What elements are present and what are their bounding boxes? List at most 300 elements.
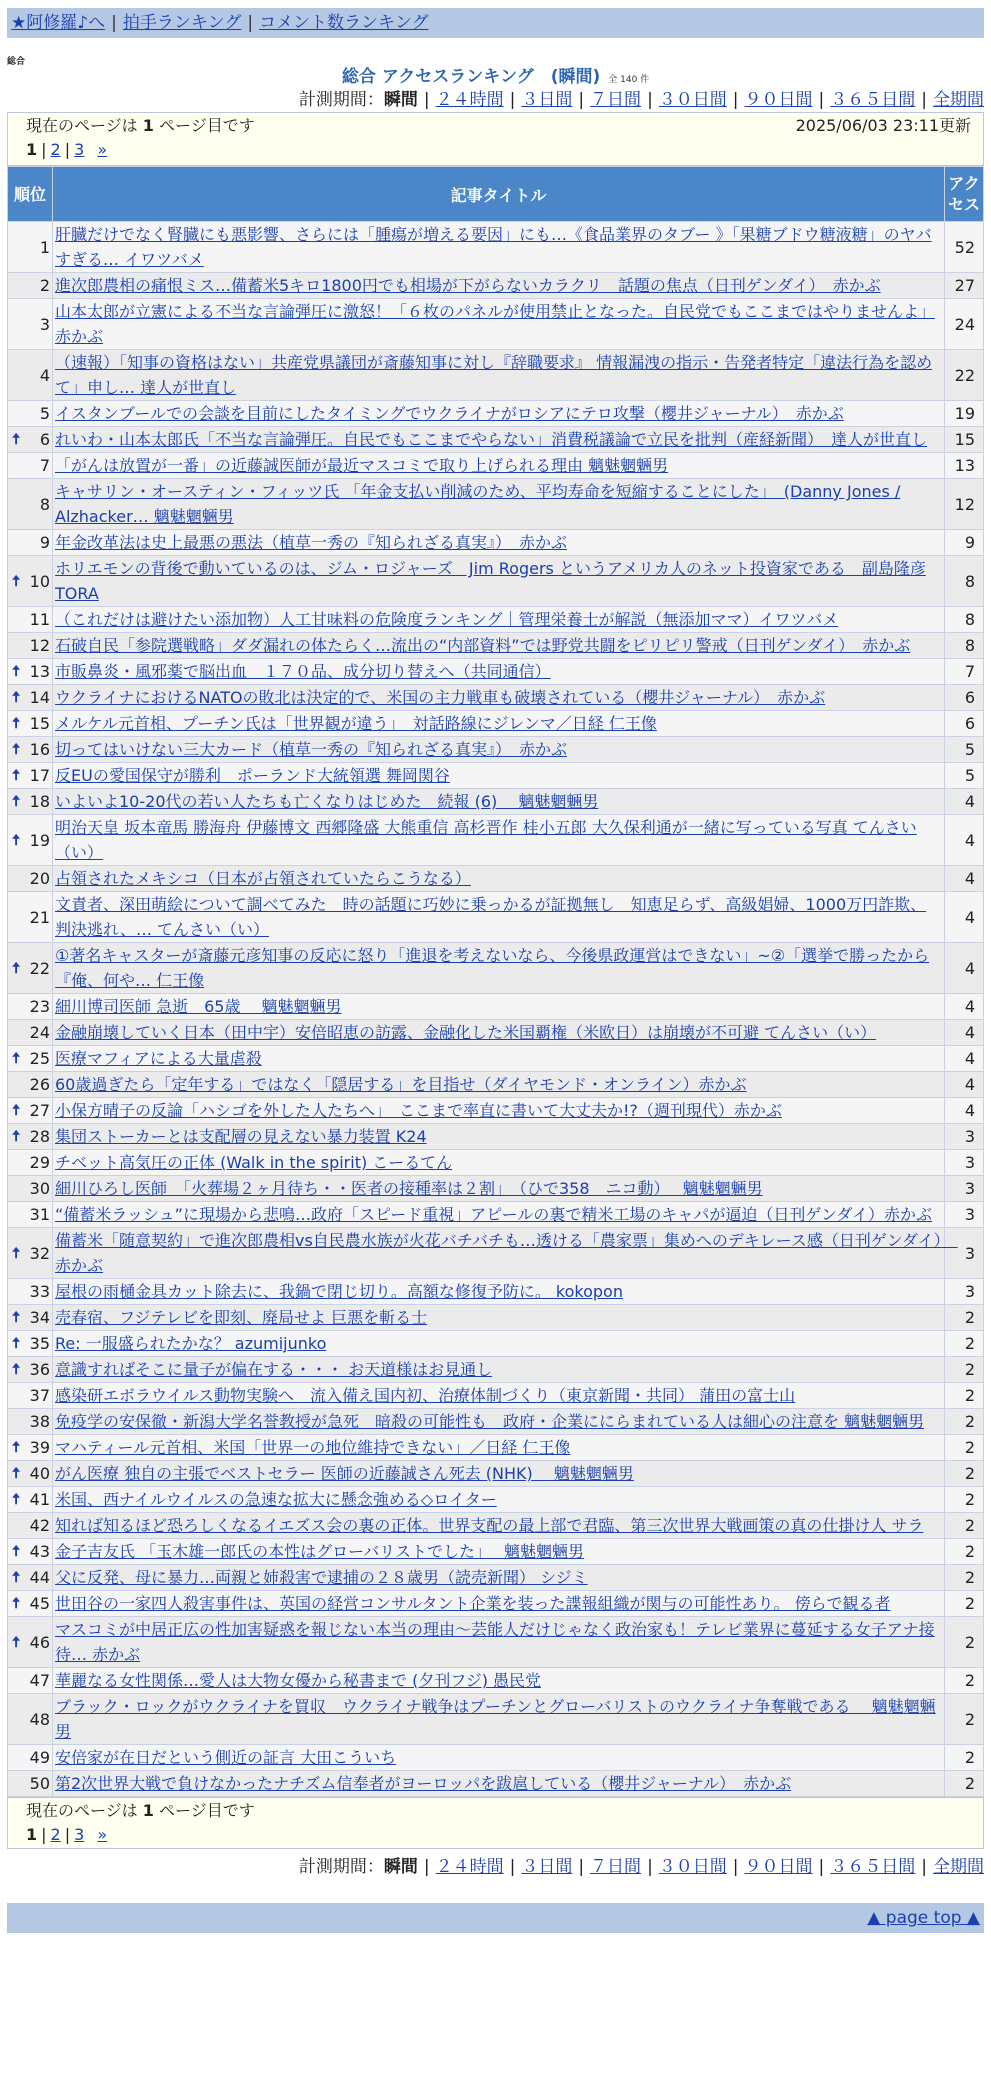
- up-arrow-icon: 🠅: [12, 1594, 21, 1612]
- page-title: [7, 66, 984, 88]
- up-arrow-icon: 🠅: [12, 766, 21, 784]
- title-cell: [53, 1539, 944, 1564]
- rank-cell: [8, 994, 52, 1019]
- access-count: 4: [945, 892, 983, 942]
- total-count: 全 140 件: [608, 75, 650, 85]
- article-title-link[interactable]: がん医療 独自の主張でベストセラー 医師の近藤誠さん死去 (NHK) 魑魅魍魎男: [55, 1464, 634, 1483]
- column-header-rank: 順位: [8, 167, 52, 221]
- page-title-text: 総合 アクセスランキング (瞬間): [341, 67, 601, 87]
- article-title-link[interactable]: 免疫学の安保徹・新潟大学名誉教授が急死 暗殺の可能性も 政府・企業ににらまれている人は細心の注意を 魑魅魍魎男: [55, 1412, 925, 1431]
- rank-cell: [8, 1617, 52, 1667]
- access-count: 24: [945, 299, 983, 349]
- ranking-row: [8, 1668, 983, 1693]
- updated-timestamp: 2025/06/03 23:11更新: [795, 116, 971, 135]
- rank-number: 19: [29, 830, 50, 850]
- rank-cell: [8, 1461, 52, 1486]
- rank-number: 9: [39, 533, 50, 552]
- article-title-link[interactable]: 山本太郎が立憲による不当な言論弾圧に激怒！「６枚のパネルが使用禁止となった。自民党でもここまではやりませんよ」 赤かぶ: [55, 302, 936, 346]
- article-title-link[interactable]: 売春宿、フジテレビを即刻、廃局せよ 巨悪を斬る士: [55, 1308, 428, 1327]
- rank-cell: [8, 1565, 52, 1590]
- article-title-link[interactable]: イスタンブールでの会談を目前にしたタイミングでウクライナがロシアにテロ攻撃（櫻井ジャーナル） 赤かぶ: [55, 404, 844, 423]
- article-title-link[interactable]: 明治天皇 坂本竜馬 勝海舟 伊藤博文 西郷隆盛 大熊重信 高杉晋作 桂小五郎 大久保利通が一緒に写っている写真 てんさい（い）: [55, 818, 917, 862]
- period-separator: |: [423, 90, 430, 110]
- access-count: 4: [945, 789, 983, 814]
- article-title-link[interactable]: 石破自民「参院選戦略」ダダ漏れの体たらく…流出の“内部資料”では野党共闘をピリピリ警戒（日刊ゲンダイ） 赤かぶ: [55, 636, 911, 655]
- ranking-row: [8, 1098, 983, 1123]
- article-title-link[interactable]: Re: 一服盛られたかな？ azumijunko: [55, 1334, 327, 1353]
- article-title-link[interactable]: 金融崩壊していく日本（田中宇）安倍昭恵の訪露、金融化した米国覇権（米欧日）は崩壊が不可避 てんさい（い）: [55, 1023, 877, 1042]
- rank-number: 30: [29, 1179, 50, 1198]
- ranking-row: [8, 1072, 983, 1097]
- article-title-link[interactable]: 父に反発、母に暴力…両親と姉殺害で逮捕の２８歳男（読売新聞） シジミ: [55, 1568, 588, 1587]
- title-cell: [53, 607, 944, 632]
- rank-cell: [8, 273, 52, 298]
- ranking-row: [8, 427, 983, 452]
- article-title-link[interactable]: 60歳過ぎたら「定年する」ではなく「隠居する」を目指せ（ダイヤモンド・オンライン）赤かぶ: [55, 1075, 747, 1094]
- period-option-link[interactable]: ２４時間: [435, 90, 504, 110]
- title-cell: [53, 1279, 944, 1304]
- article-title-link[interactable]: （速報）「知事の資格はない」共産党県議団が斎藤知事に対し『辞職要求』 情報漏洩の指示・告発者特定「違法行為を認めて」申し… 達人が世直し: [55, 353, 933, 397]
- title-cell: [53, 1098, 944, 1123]
- article-title-link[interactable]: いよいよ10-20代の若い人たちも亡くなりはじめた 続報 (6) 魑魅魍魎男: [55, 792, 599, 811]
- rank-number: 27: [29, 1101, 50, 1120]
- title-cell: [53, 479, 944, 529]
- rank-number: 13: [29, 662, 50, 681]
- ranking-row: [8, 1617, 983, 1667]
- period-option-link[interactable]: 全期間: [933, 1857, 984, 1877]
- title-cell: [53, 453, 944, 478]
- period-label: 計測期間：: [298, 1857, 384, 1877]
- article-title-link[interactable]: マハティール元首相、米国「世界一の地位維持できない」／日経 仁王像: [55, 1438, 571, 1457]
- title-cell: [53, 1020, 944, 1045]
- ranking-row: [8, 1279, 983, 1304]
- ranking-row: [8, 1228, 983, 1278]
- ranking-row: [8, 1202, 983, 1227]
- rank-cell: [8, 299, 52, 349]
- rank-number: 14: [29, 688, 50, 707]
- title-cell: [53, 222, 944, 272]
- period-option-link[interactable]: ３０日間: [658, 90, 727, 110]
- rank-number: 8: [39, 494, 50, 514]
- ranking-row: [8, 222, 983, 272]
- access-count: 2: [945, 1357, 983, 1382]
- rank-number: 46: [29, 1632, 50, 1652]
- period-option-link[interactable]: ３日間: [521, 90, 573, 110]
- access-count: 8: [945, 556, 983, 606]
- ranking-row: [8, 1745, 983, 1770]
- article-title-link[interactable]: 細川ひろし医師 「火葬場２ヶ月待ち・・医者の接種率は２割」 （ひで358 ニコ動） 魑魅魍魎男: [55, 1179, 763, 1198]
- ranking-row: [8, 299, 983, 349]
- article-title-link[interactable]: 金子吉友氏 「玉木雄一郎氏の本性はグローバリストでした」 魑魅魍魎男: [55, 1542, 585, 1561]
- rank-cell: [8, 1745, 52, 1770]
- period-separator: |: [818, 90, 825, 110]
- article-title-link[interactable]: 小保方晴子の反論「ハシゴを外した人たちへ」 ここまで率直に書いて大丈夫か!?（週刊現代）赤かぶ: [55, 1101, 782, 1120]
- access-count: 4: [945, 1046, 983, 1071]
- rank-cell: [8, 401, 52, 426]
- title-cell: [53, 1046, 944, 1071]
- pager-link[interactable]: 2: [50, 1825, 61, 1844]
- rank-number: 38: [29, 1412, 50, 1431]
- title-cell: [53, 427, 944, 452]
- comment-ranking-link[interactable]: コメント数ランキング: [259, 13, 429, 33]
- rank-cell: [8, 685, 52, 710]
- rank-number: 11: [29, 610, 50, 629]
- rank-number: 10: [29, 571, 50, 591]
- period-option-link[interactable]: ３６５日間: [830, 1857, 916, 1877]
- ranking-row: [8, 1124, 983, 1149]
- ranking-row: [8, 1305, 983, 1330]
- pager-separator: |: [64, 1825, 71, 1844]
- access-count: 3: [945, 1228, 983, 1278]
- rank-cell: [8, 633, 52, 658]
- title-cell: [53, 1383, 944, 1408]
- article-title-link[interactable]: 集団ストーカーとは支配層の見えない暴力装置 K24: [55, 1127, 427, 1146]
- access-count: 2: [945, 1305, 983, 1330]
- access-count: 27: [945, 273, 983, 298]
- rank-number: 31: [29, 1205, 50, 1224]
- ranking-row: [8, 1176, 983, 1201]
- title-cell: [53, 892, 944, 942]
- article-title-link[interactable]: 米国、西ナイルウイルスの急速な拡大に懸念強める◇ロイター: [55, 1490, 497, 1509]
- ranking-row: [8, 994, 983, 1019]
- period-option-link[interactable]: ７日間: [590, 90, 642, 110]
- article-title-link[interactable]: 華麗なる女性関係…愛人は大物女優から秘書まで (夕刊フジ) 愚民党: [55, 1671, 542, 1690]
- title-cell: [53, 866, 944, 891]
- access-count: 6: [945, 685, 983, 710]
- pager-next-link[interactable]: »: [97, 140, 108, 159]
- title-cell: [53, 1694, 944, 1744]
- rank-cell: [8, 1435, 52, 1460]
- ranking-row: [8, 659, 983, 684]
- ranking-row: [8, 273, 983, 298]
- ranking-row: [8, 1539, 983, 1564]
- up-arrow-icon: 🠅: [12, 1438, 21, 1456]
- article-title-link[interactable]: 細川博司医師 急逝 65歳 魑魅魍魎男: [55, 997, 342, 1016]
- access-count: 2: [945, 1513, 983, 1538]
- up-arrow-icon: 🠅: [12, 662, 21, 680]
- rank-number: 34: [29, 1308, 50, 1327]
- period-option-link[interactable]: ７日間: [590, 1857, 642, 1877]
- rank-number: 39: [29, 1438, 50, 1457]
- rank-cell: [8, 1668, 52, 1693]
- rank-number: 29: [29, 1153, 50, 1172]
- article-title-link[interactable]: メルケル元首相、プーチン氏は「世界観が違う」 対話路線にジレンマ／日経 仁王像: [55, 714, 657, 733]
- rank-number: 42: [29, 1516, 50, 1535]
- access-count: 2: [945, 1668, 983, 1693]
- article-title-link[interactable]: “備蓄米ラッシュ”に現場から悲鳴…政府「スピード重視」アピールの裏で精米工場のキャパが逼迫（日刊ゲンダイ）赤かぶ: [55, 1205, 933, 1224]
- rank-number: 50: [29, 1774, 50, 1793]
- ranking-row: [8, 711, 983, 736]
- article-title-link[interactable]: 世田谷の一家四人殺害事件は、英国の経営コンサルタント企業を装った諜報組織が関与の可能性あり。 傍らで観る者: [55, 1594, 891, 1613]
- rank-cell: [8, 1357, 52, 1382]
- article-title-link[interactable]: 反EUの愛国保守が勝利 ポーランド大統領選 舞岡関谷: [55, 766, 450, 785]
- article-title-link[interactable]: ホリエモンの背後で動いているのは、ジム・ロジャーズ Jim Rogers というアメリカ人のネット投資家である 副島隆彦 TORA: [55, 559, 926, 603]
- pager-separator: [88, 140, 93, 159]
- up-arrow-icon: 🠅: [12, 1464, 21, 1482]
- article-title-link[interactable]: 進次郎農相の痛恨ミス…備蓄米5キロ1800円でも相場が下がらないカラクリ 話題の焦点（日刊ゲンダイ） 赤かぶ: [55, 276, 881, 295]
- access-count: 2: [945, 1461, 983, 1486]
- ranking-row: [8, 1487, 983, 1512]
- access-count: 2: [945, 1745, 983, 1770]
- period-separator: |: [732, 90, 739, 110]
- rank-number: 45: [29, 1594, 50, 1613]
- rank-cell: [8, 1279, 52, 1304]
- title-cell: [53, 556, 944, 606]
- article-title-link[interactable]: 備蓄米「随意契約」で進次郎農相vs自民農水族が火花バチバチも…透ける「農家票」集めへのデキレース感（日刊ゲンダイ） 赤かぶ: [55, 1231, 958, 1275]
- rank-number: 47: [29, 1671, 50, 1690]
- pager-next-link[interactable]: »: [97, 1825, 108, 1844]
- access-count: 2: [945, 1383, 983, 1408]
- ranking-row: [8, 1150, 983, 1175]
- period-option-link[interactable]: 全期間: [933, 90, 984, 110]
- rank-cell: [8, 1487, 52, 1512]
- rank-number: 43: [29, 1542, 50, 1561]
- ranking-row: [8, 1591, 983, 1616]
- article-title-link[interactable]: 感染研エボラウイルス動物実験へ 流入備え国内初、治療体制づくり（東京新聞・共同） 蒲田の富士山: [55, 1386, 796, 1405]
- period-separator: |: [509, 90, 516, 110]
- article-title-link[interactable]: 屋根の雨樋金具カット除去に、我鍋で閉じ切り。高額な修復予防に。 kokopon: [55, 1282, 623, 1301]
- pager-link[interactable]: 3: [74, 1825, 85, 1844]
- bottom-bar: [7, 1903, 984, 1933]
- ranking-table: [7, 166, 984, 1797]
- ranking-row: [8, 1020, 983, 1045]
- rank-number: 17: [29, 766, 50, 785]
- title-cell: [53, 1409, 944, 1434]
- up-arrow-icon: 🠅: [12, 740, 21, 758]
- access-count: 15: [945, 427, 983, 452]
- period-option-link[interactable]: ９０日間: [744, 90, 813, 110]
- rank-number: 33: [29, 1282, 50, 1301]
- rank-number: 24: [29, 1023, 50, 1042]
- period-option-link[interactable]: ３日間: [521, 1857, 573, 1877]
- title-cell: [53, 789, 944, 814]
- rank-cell: [8, 1124, 52, 1149]
- article-title-link[interactable]: 占領されたメキシコ（日本が占領されていたらこうなる）: [55, 869, 471, 888]
- title-cell: [53, 1072, 944, 1097]
- access-count: 2: [945, 1409, 983, 1434]
- title-cell: [53, 815, 944, 865]
- period-separator: |: [921, 90, 927, 110]
- pager-current: 1: [26, 140, 38, 159]
- article-title-link[interactable]: 第2次世界大戦で負けなかったナチズム信奉者がヨーロッパを跋扈している（櫻井ジャーナル） 赤かぶ: [55, 1774, 792, 1793]
- pager-separator: |: [41, 140, 47, 159]
- access-count: 6: [945, 711, 983, 736]
- article-title-link[interactable]: 肝臓だけでなく腎臓にも悪影響、さらには「腫瘍が増える要因」にも…《食品業界のタブー 》「果糖ブドウ糖液糖」のヤバすぎる… イワツバメ: [55, 225, 932, 269]
- period-option-link[interactable]: ３０日間: [658, 1857, 727, 1877]
- rank-cell: [8, 1539, 52, 1564]
- article-title-link[interactable]: ブラック・ロックがウクライナを買収 ウクライナ戦争はプーチンとグローバリストのウクライナ争奪戦である 魑魅魍魎男: [55, 1697, 936, 1741]
- clap-ranking-link[interactable]: 拍手ランキング: [122, 13, 242, 33]
- period-separator: |: [732, 1857, 739, 1877]
- article-title-link[interactable]: キャサリン・オースティン・フィッツ氏 「年金支払い削減のため、平均寿命を短縮することにした」 (Danny Jones / Alzhacker… 魑魅魍魎男: [55, 482, 901, 526]
- title-cell: [53, 1461, 944, 1486]
- ranking-row: [8, 763, 983, 788]
- period-current: 瞬間: [383, 1857, 418, 1877]
- article-title-link[interactable]: 切ってはいけない三大カード（植草一秀の『知られざる真実』） 赤かぶ: [55, 740, 568, 759]
- rank-cell: [8, 1150, 52, 1175]
- access-count: 8: [945, 607, 983, 632]
- title-cell: [53, 943, 944, 993]
- pagination: [26, 138, 971, 162]
- rank-number: 4: [39, 365, 50, 385]
- access-count: 2: [945, 1565, 983, 1590]
- up-arrow-icon: 🠅: [12, 1049, 21, 1067]
- ranking-row: [8, 892, 983, 942]
- ranking-row: [8, 556, 983, 606]
- ranking-row: [8, 401, 983, 426]
- period-selector: [7, 88, 984, 112]
- period-separator: |: [578, 1857, 585, 1877]
- up-arrow-icon: 🠅: [12, 830, 21, 849]
- title-cell: [53, 1487, 944, 1512]
- access-count: 52: [945, 222, 983, 272]
- pager-link[interactable]: 3: [74, 140, 85, 159]
- title-cell: [53, 530, 944, 555]
- access-count: 2: [945, 1435, 983, 1460]
- title-cell: [53, 737, 944, 762]
- rank-cell: [8, 1046, 52, 1071]
- rank-cell: [8, 1513, 52, 1538]
- rank-number: 21: [29, 907, 50, 927]
- period-option-link[interactable]: ３６５日間: [830, 90, 916, 110]
- ranking-row: [8, 1513, 983, 1538]
- up-arrow-icon: 🠅: [12, 714, 21, 732]
- pager-separator: |: [41, 1825, 47, 1844]
- article-title-link[interactable]: 知れば知るほど恐ろしくなるイエズス会の裏の正体。世界支配の最上部で君臨、第三次世界大戦画策の真の仕掛け人 サラ: [55, 1516, 924, 1535]
- rank-number: 22: [29, 958, 50, 978]
- top-nav-bar: [7, 8, 984, 38]
- rank-number: 40: [29, 1464, 50, 1483]
- rank-number: 32: [29, 1243, 50, 1263]
- period-separator: |: [509, 1857, 516, 1877]
- rank-cell: [8, 1202, 52, 1227]
- pager-separator: [88, 1825, 93, 1844]
- home-link[interactable]: ★阿修羅♪へ: [11, 13, 106, 33]
- article-title-link[interactable]: 市販鼻炎・風邪薬で脳出血 １７０品、成分切り替えへ（共同通信）: [55, 662, 551, 681]
- access-count: 4: [945, 1020, 983, 1045]
- access-count: 2: [945, 1694, 983, 1744]
- ranking-row: [8, 737, 983, 762]
- rank-number: 23: [29, 997, 50, 1016]
- ranking-row: [8, 479, 983, 529]
- rank-cell: [8, 659, 52, 684]
- article-title-link[interactable]: （これだけは避けたい添加物）人工甘味料の危険度ランキング｜管理栄養士が解説（無添加ママ）イワツバメ: [55, 610, 839, 629]
- article-title-link[interactable]: 医療マフィアによる大量虐殺: [55, 1049, 262, 1068]
- up-arrow-icon: 🠅: [12, 1542, 21, 1560]
- page-info-box-bottom: [7, 1797, 984, 1849]
- nav-separator: |: [247, 13, 254, 33]
- rank-cell: [8, 1072, 52, 1097]
- rank-number: 18: [29, 792, 50, 811]
- up-arrow-icon: 🠅: [12, 1360, 21, 1378]
- access-count: 19: [945, 401, 983, 426]
- rank-cell: [8, 1098, 52, 1123]
- period-separator: |: [921, 1857, 927, 1877]
- column-header-title: 記事タイトル: [53, 167, 944, 221]
- rank-number: 25: [29, 1049, 50, 1068]
- rank-cell: [8, 1020, 52, 1045]
- up-arrow-icon: 🠅: [12, 1334, 21, 1352]
- period-separator: |: [423, 1857, 430, 1877]
- rank-cell: [8, 1383, 52, 1408]
- ranking-row: [8, 453, 983, 478]
- article-title-link[interactable]: ①著名キャスターが斎藤元彦知事の反応に怒り「進退を考えないなら、今後県政運営はできない」~②「選挙で勝ったから『俺、何や… 仁王像: [55, 946, 930, 990]
- article-title-link[interactable]: 意識すればそこに量子が偏在する・・・ お天道様はお見通し: [55, 1360, 493, 1379]
- access-count: 3: [945, 1150, 983, 1175]
- page-top-link[interactable]: ▲ page top ▲: [867, 1908, 980, 1928]
- article-title-link[interactable]: マスコミが中居正広の性加害疑惑を報じない本当の理由～芸能人だけじゃなく政治家も！テレビ業界に蔓延する女子アナ接待… 赤かぶ: [55, 1620, 935, 1664]
- up-arrow-icon: 🠅: [12, 571, 21, 590]
- rank-cell: [8, 350, 52, 400]
- article-title-link[interactable]: 「がんは放置が一番」の近藤誠医師が最近マスコミで取り上げられる理由 魑魅魍魎男: [55, 456, 669, 475]
- access-count: 4: [945, 866, 983, 891]
- article-title-link[interactable]: 安倍家が在日だという側近の証言 大田こういち: [55, 1748, 397, 1767]
- rank-cell: [8, 1176, 52, 1201]
- rank-cell: [8, 1409, 52, 1434]
- article-title-link[interactable]: 年金改革法は史上最悪の悪法（植草一秀の『知られざる真実』） 赤かぶ: [55, 533, 568, 552]
- access-count: 2: [945, 1591, 983, 1616]
- ranking-row: [8, 530, 983, 555]
- article-title-link[interactable]: 文責者、深田萌絵について調べてみた 時の話題に巧妙に乗っかるが証拠無し 知恵足らず、高級娼婦、1000万円詐欺、判決逃れ、… てんさい（い）: [55, 895, 927, 939]
- column-header-access: アクセス: [945, 167, 983, 221]
- rank-number: 5: [39, 404, 50, 423]
- article-title-link[interactable]: ウクライナにおけるNATOの敗北は決定的で、米国の主力戦車も破壊されている（櫻井ジャーナル） 赤かぶ: [55, 688, 826, 707]
- title-cell: [53, 1176, 944, 1201]
- rank-cell: [8, 453, 52, 478]
- up-arrow-icon: 🠅: [12, 1632, 21, 1651]
- rank-number: 49: [29, 1748, 50, 1767]
- access-count: 8: [945, 633, 983, 658]
- rank-cell: [8, 427, 52, 452]
- rank-cell: [8, 892, 52, 942]
- title-cell: [53, 1124, 944, 1149]
- access-count: 3: [945, 1202, 983, 1227]
- nav-separator: |: [111, 13, 117, 33]
- access-count: 2: [945, 1487, 983, 1512]
- rank-cell: [8, 1305, 52, 1330]
- ranking-row: [8, 1046, 983, 1071]
- up-arrow-icon: 🠅: [12, 688, 21, 706]
- ranking-row: [8, 1357, 983, 1382]
- rank-number: 6: [39, 430, 50, 449]
- title-cell: [53, 1591, 944, 1616]
- ranking-row: [8, 350, 983, 400]
- rank-cell: [8, 789, 52, 814]
- up-arrow-icon: 🠅: [12, 792, 21, 810]
- title-cell: [53, 633, 944, 658]
- rank-number: 48: [29, 1709, 50, 1729]
- access-count: 4: [945, 943, 983, 993]
- ranking-row: [8, 789, 983, 814]
- title-cell: [53, 685, 944, 710]
- period-option-link[interactable]: ２４時間: [435, 1857, 504, 1877]
- access-count: 7: [945, 659, 983, 684]
- article-title-link[interactable]: チベット高気圧の正体 (Walk in the spirit) こーるてん: [55, 1153, 453, 1172]
- up-arrow-icon: 🠅: [12, 1308, 21, 1326]
- access-count: 2: [945, 1617, 983, 1667]
- pager-link[interactable]: 2: [50, 140, 61, 159]
- access-count: 5: [945, 763, 983, 788]
- period-option-link[interactable]: ９０日間: [744, 1857, 813, 1877]
- title-cell: [53, 1228, 958, 1278]
- article-title-link[interactable]: れいわ・山本太郎氏「不当な言論弾圧。自民でもここまでやらない」消費税議論で立民を批判（産経新聞） 達人が世直し: [55, 430, 928, 449]
- rank-number: 7: [39, 456, 50, 475]
- ranking-row: [8, 633, 983, 658]
- rank-number: 26: [29, 1075, 50, 1094]
- access-count: 3: [945, 1176, 983, 1201]
- ranking-row: [8, 607, 983, 632]
- ranking-row: [8, 1331, 983, 1356]
